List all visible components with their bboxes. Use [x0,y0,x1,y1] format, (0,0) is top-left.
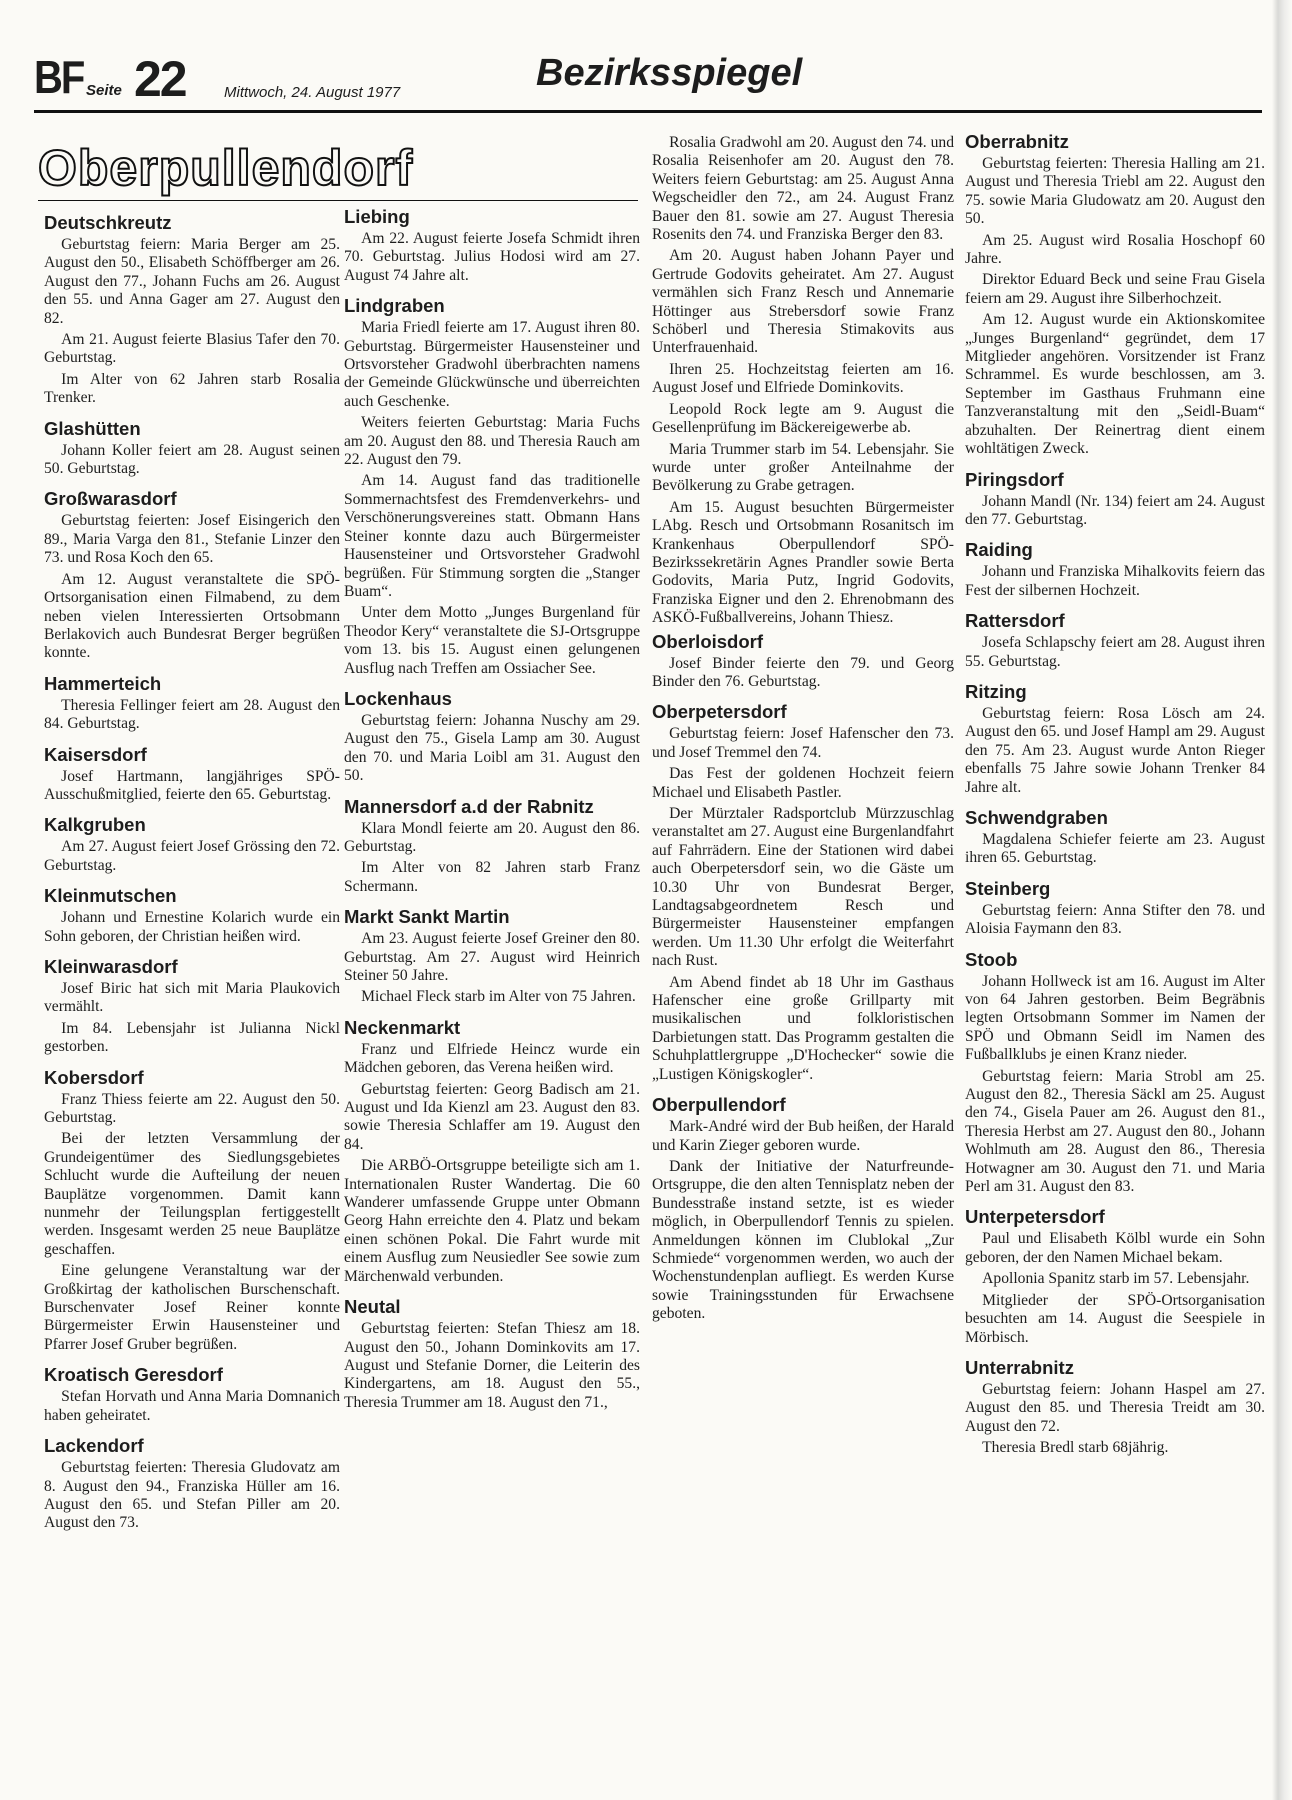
section-title: Bezirksspiegel [536,52,803,94]
article-paragraph: Geburtstag feierten: Georg Badisch am 21. August und Ida Kienzl am 23. August den 83. sowie Theresia Schlaffer am 19. August den 84. [344,1080,640,1153]
article-paragraph: Franz Thiess feierte am 22. August den 50. Geburtstag. [44,1090,340,1126]
article-paragraph: Geburtstag feiern: Johanna Nuschy am 29. August den 75., Gisela Lamp am 30. August den 70. und Maria Loibl am 31. August den 50. [344,711,640,785]
article-section [344,796,640,897]
article-paragraph: Geburtstag feiern: Johann Haspel am 27. August den 85. und Theresia Treidt am 30. August den 72. [965,1380,1265,1435]
village-heading: Glashütten [44,417,141,439]
village-heading: Oberloisdorf [652,630,764,652]
article-paragraph: Theresia Fellinger feiert am 28. August den 84. Geburtstag. [44,696,340,733]
village-heading: Deutschkreutz [44,212,172,233]
article-paragraph: Johann Hollweck ist am 16. August im Alter von 64 Jahren gestorben. Beim Begräbnis legten Ortsobmann Sommer im Namen der SPÖ und Obmann Seidl im Namen des Fußballklubs je einen Kranz nieder. [965,972,1265,1064]
village-heading: Stoob [965,948,1018,970]
issue-date: Mittwoch, 24. August 1977 [224,84,401,101]
village-heading: Oberpetersdorf [652,701,787,723]
article-paragraph: Johann Koller feiert am 28. August seinen 50. Geburtstag. [44,441,340,478]
article-section [652,701,954,1084]
article-paragraph: Geburtstag feierten: Stefan Thiesz am 18. August den 50., Johann Dominkovits am 17. August und Stefanie Dorner, die Leiterin des Kindergartens, am 18. August den 55., Theresia Trummer am 18. August den 71., [344,1320,640,1411]
article-paragraph: Josef Biric hat sich mit Maria Plaukovich vermählt. [44,979,340,1016]
article-section [652,1094,954,1323]
article-paragraph: Johann Mandl (Nr. 134) feiert am 24. August den 77. Geburtstag. [965,492,1265,528]
article-paragraph: Michael Fleck starb im Alter von 75 Jahren. [361,988,636,1006]
article-paragraph: Josefa Schlapschy feiert am 28. August ihren 55. Geburtstag. [965,634,1265,670]
village-heading: Liebing [344,206,410,227]
article-section [44,885,340,946]
article-paragraph: Geburtstag feiern: Josef Hafenscher den 73. und Josef Tremmel den 74. [652,725,954,761]
village-heading: Lindgraben [344,295,445,317]
article-paragraph: Geburtstag feiern: Anna Stifter den 78. und Aloisia Faymann den 83. [965,901,1265,938]
page-edge-shadow [1272,0,1292,1800]
article-paragraph: Geburtstag feierten: Theresia Gludovatz am 8. August den 94., Franziska Hüller am 16. August den 65. und Stefan Piller am 20. August den 73. [44,1459,340,1532]
article-paragraph: Ihren 25. Hochzeitstag feierten am 16. August Josef und Elfriede Dominkovits. [652,360,954,397]
village-heading: Steinberg [965,877,1051,899]
article-paragraph: Am 12. August wurde ein Aktionskomitee „Junges Burgenland“ gegründet, dem 17 Mitglieder angehören. Vorsitzender ist Franz Schrammel. Es wurde beschlossen, am 3. September im Gasthaus Fruhmann eine Tanzveranstaltung mit den „Seidl-Buam“ abzuhalten. Der Reinertrag dient einem wohltätigen Zweck. [965,311,1265,458]
village-heading: Schwendgraben [965,806,1108,828]
article-paragraph: Geburtstag feiern: Rosa Lösch am 24. August den 65. und Josef Hampl am 29. August den 75. Am 23. August wurde Anton Rieger ebenfalls 75 Jahre sowie Johann Trenker 84 Jahre alt. [965,704,1265,796]
village-heading: Kaisersdorf [44,743,147,765]
article-paragraph: Stefan Horvath und Anna Maria Domnanich haben geheiratet. [44,1388,340,1424]
article-section [44,1435,340,1533]
article-paragraph: Geburtstag feierten: Theresia Halling am 21. August und Theresia Triebl am 22. August den 75. sowie Maria Gludowatz am 20. August den 50. [965,155,1265,228]
district-title-block [38,140,638,201]
village-heading: Lockenhaus [344,687,452,709]
article-paragraph: Geburtstag feiern: Maria Strobl am 25. August den 82., Theresia Säckl am 25. August den 74., Gisela Pauer am 26. August den 81., Theresia Herbst am 27. August den 80., Johann Wohlmuth am 28. August den 86., Theresia Hotwagner am 30. August den 71. und Maria Perl am 31. August den 83. [965,1067,1265,1196]
article-paragraph: Im Alter von 82 Jahren starb Franz Schermann. [344,859,640,895]
article-section [44,1364,340,1425]
article-paragraph: Klara Mondl feierte am 20. August den 86. Geburtstag. [344,819,640,855]
village-heading: Kroatisch Geresdorf [44,1364,223,1386]
article-paragraph: Am Abend findet ab 18 Uhr im Gasthaus Hafenscher eine große Grillparty mit musikalischen und folkloristischen Darbietungen statt. Das Programm gestalten die Schuhplattlergruppe „D'Hochecker“ sowie die „Lustigen Königskogler“. [652,973,954,1083]
page-label: Seite [86,82,122,99]
article-section [344,906,640,1007]
article-section [965,539,1265,600]
article-paragraph: Rosalia Gradwohl am 20. August den 74. und Rosalia Reisenhofer am 20. August den 78. Weiters feiern Geburtstag: am 25. August Anna Wegscheidler den 72., am 24. August Franz Bauer den 81. sowie am 27. August Theresia Rosenits den 74. und Franziska Berger den 83. [652,134,954,244]
village-heading: Kleinmutschen [44,885,177,907]
village-heading: Rattersdorf [965,610,1065,632]
article-section [44,814,340,875]
page-number: 22 [134,51,186,107]
column-3 [652,134,954,1327]
village-heading: Markt Sankt Martin [344,906,510,928]
article-section [965,807,1265,868]
article-paragraph: Am 22. August feierte Josefa Schmidt ihren 70. Geburtstag. Julius Hodosi wird am 27. August 74 Jahre alt. [344,230,640,284]
article-paragraph: Maria Trummer starb im 54. Lebensjahr. Sie wurde unter großer Anteilnahme der Bevölkerung zu Grabe getragen. [652,440,954,495]
article-section [44,212,340,408]
article-section [965,949,1265,1197]
article-paragraph: Theresia Bredl starb 68jährig. [982,1439,1169,1457]
masthead [34,48,1262,113]
article-paragraph: Geburtstag feiern: Maria Berger am 25. August den 50., Elisabeth Schöffberger am 26. August den 77., Johann Fuchs am 26. August den 55. und Anna Gager am 27. August den 82. [44,236,340,327]
article-paragraph: Geburtstag feierten: Josef Eisingerich den 89., Maria Varga den 81., Stefanie Linzer den 73. und Rosa Koch den 65. [44,512,340,567]
village-heading: Raiding [965,539,1033,561]
village-heading: Kleinwarasdorf [44,955,178,977]
article-paragraph: Am 21. August feierte Blasius Tafer den 70. Geburtstag. [44,331,340,367]
article-paragraph: Mark-André wird der Bub heißen, der Harald und Karin Zieger geboren wurde. [652,1118,954,1154]
village-heading: Unterrabnitz [965,1356,1074,1378]
article-section [965,131,1265,459]
article-section [344,688,640,786]
article-paragraph: Leopold Rock legte am 9. August die Gesellenprüfung im Bäckereigewerbe ab. [652,400,954,437]
article-paragraph: Das Fest der goldenen Hochzeit feiern Michael und Elisabeth Pastler. [652,765,954,801]
village-heading: Neutal [344,1296,401,1318]
column-1 [44,212,340,1536]
article-section [44,418,340,479]
village-heading: Hammerteich [44,672,162,694]
article-paragraph: Am 14. August fand das traditionelle Sommernachtsfest des Fremdenverkehrs- und Verschönerungsvereines statt. Obmann Hans Steiner konnte dazu auch Bürgermeister Hausensteiner und Ortsvorsteher Gradwohl begrüßen. Für Stimmung sorgten die „Stanger Buam“. [344,472,640,600]
village-heading: Piringsdorf [965,468,1064,490]
article-paragraph: Maria Friedl feierte am 17. August ihren 80. Geburtstag. Bürgermeister Hausensteiner und Ortsvorsteher Gradwohl überbrachten namens der Gemeinde Glückwünsche und überreichten auch Geschenke. [344,319,640,410]
article-section [344,206,640,285]
article-paragraph: Eine gelungene Veranstaltung war der Großkirtag der katholischen Burschenschaft. Burschenvater Josef Reiner konnte Bürgermeister Erwin Hausensteiner und Pfarrer Josef Gruber begrüßen. [44,1262,340,1353]
article-section [344,1017,640,1286]
village-heading: Mannersdorf a.d der Rabnitz [344,795,594,817]
article-section [965,1206,1265,1346]
article-paragraph: Der Mürztaler Radsportclub Mürzzuschlag veranstaltet am 27. August eine Burgenlandfahrt auf Fahrrädern. Eine der Stationen wird dabei auch Oberpetersdorf sein, wo die Gäste um 10.30 Uhr von Bundesrat Berger, Landtagsabgeordnetem Resch und Bürgermeister Hausensteiner empfangen werden. Um 11.30 Uhr erfolgt die Weiterfahrt nach Rust. [652,805,954,970]
village-heading: Kalkgruben [44,814,146,836]
article-section [344,1296,640,1412]
article-paragraph: Im Alter von 62 Jahren starb Rosalia Trenker. [44,370,340,407]
article-paragraph: Apollonia Spanitz starb im 57. Lebensjahr. [982,1270,1250,1288]
article-section [965,878,1265,939]
article-paragraph: Paul und Elisabeth Kölbl wurde ein Sohn geboren, der den Namen Michael bekam. [965,1230,1265,1266]
village-heading: Kobersdorf [44,1066,144,1088]
article-paragraph: Am 20. August haben Johann Payer und Gertrude Godovits geheiratet. Am 27. August vermählen sich Franz Resch und Annemarie Höttinger aus Strebersdorf sowie Franz Schöberl und Theresia Stimakovits aus Unterfrauenhaid. [652,247,954,357]
article-section [965,610,1265,671]
article-paragraph: Johann und Franziska Mihalkovits feiern das Fest der silbernen Hochzeit. [965,563,1265,599]
village-heading: Großwarasdorf [44,488,177,510]
article-paragraph: Josef Binder feierte den 79. und Georg Binder den 76. Geburtstag. [652,654,954,690]
village-heading: Oberpullendorf [652,1094,786,1116]
article-paragraph: Franz und Elfriede Heincz wurde ein Mädchen geboren, das Verena heißen wird. [344,1040,640,1077]
article-section [965,1357,1265,1458]
article-paragraph: Die ARBÖ-Ortsgruppe beteiligte sich am 1. Internationalen Ruster Wandertag. Die 60 Wanderer umfassende Gruppe unter Obmann Georg Hahn erreichte den 4. Platz und bekam einen schönen Pokal. Die Fahrt wurde mit einem Ausflug zum Neusiedler See sowie zum Märchenwald verbunden. [344,1157,640,1285]
district-title: Oberpullendorf [38,140,414,196]
column-4 [965,131,1265,1461]
article-paragraph: Am 15. August besuchten Bürgermeister LAbg. Resch und Ortsobmann Rosanitsch im Krankenhaus Oberpullendorf SPÖ-Bezirkssekretärin Agnes Prandler sowie Berta Godovits, Maria Putz, Ingrid Godovits, Franziska Eigner und den 2. Ehrenobmann des ASKÖ-Fußballvereins, Johann Thiesz. [652,498,954,627]
article-paragraph: Mitglieder der SPÖ-Ortsorganisation besuchten am 14. August die Seespiele in Mörbisch. [965,1291,1265,1346]
village-heading: Neckenmarkt [344,1016,461,1038]
article-paragraph: Magdalena Schiefer feierte am 23. August ihren 65. Geburtstag. [965,830,1265,867]
article-section [44,488,340,662]
article-paragraph: Weiters feierten Geburtstag: Maria Fuchs am 20. August den 88. und Theresia Rauch am 22. August den 79. [344,414,640,469]
column-2 [344,206,640,1415]
village-heading: Unterpetersdorf [965,1206,1105,1228]
article-paragraph: Im 84. Lebensjahr ist Julianna Nickl gestorben. [44,1019,340,1056]
article-paragraph: Johann und Ernestine Kolarich wurde ein Sohn geboren, der Christian heißen wird. [44,909,340,945]
village-heading: Lackendorf [44,1435,144,1457]
article-section [44,956,340,1057]
continued-article [652,134,954,628]
village-heading: Oberrabnitz [965,131,1069,152]
newspaper-logo: BF [34,52,84,104]
article-paragraph: Unter dem Motto „Junges Burgenland für Theodor Kery“ veranstaltete die SJ-Ortsgruppe vom 13. bis 15. August einen gelungenen Ausflug nach Treffen am Ossiacher See. [344,604,640,677]
article-section [652,631,954,692]
article-section [44,673,340,734]
village-heading: Ritzing [965,680,1027,702]
article-section [965,469,1265,530]
article-section [44,744,340,805]
article-paragraph: Bei der letzten Versammlung der Grundeigentümer des Siedlungsgebietes Schlucht wurde die Aufteilung der neuen Bauplätze vorgenommen. Damit kann nunmehr der Teilungsplan fertiggestellt werden. Insgesamt werden 25 neue Bauplätze geschaffen. [44,1130,340,1258]
article-paragraph: Am 12. August veranstaltete die SPÖ-Ortsorganisation einen Filmabend, zu dem neben vielen Interessierten Ortsobmann Berlakovich auch Bundesrat Berger begrüßen konnte. [44,570,340,662]
article-paragraph: Am 25. August wird Rosalia Hoschopf 60 Jahre. [965,231,1265,268]
article-paragraph: Am 27. August feiert Josef Grössing den 72. Geburtstag. [44,838,340,874]
article-section [344,295,640,678]
article-section [965,681,1265,797]
article-paragraph: Josef Hartmann, langjähriges SPÖ-Ausschußmitglied, feierte den 65. Geburtstag. [44,767,340,803]
article-paragraph: Direktor Eduard Beck und seine Frau Gisela feiern am 29. August ihre Silberhochzeit. [965,271,1265,307]
article-section [44,1067,340,1355]
article-paragraph: Dank der Initiative der Naturfreunde-Ortsgruppe, die den alten Tennisplatz neben der Bundesstraße instand setzte, ist es wieder möglich, in Oberpullendorf Tennis zu spielen. Anmeldungen können im Clublokal „Zur Schmiede“ vorgenommen werden, wo auch der Wochenstundenplan aufliegt. Es werden Kurse sowie Trainingsstunden für Erwachsene geboten. [652,1157,954,1323]
article-paragraph: Am 23. August feierte Josef Greiner den 80. Geburtstag. Am 27. August wird Heinrich Steiner 50 Jahre. [344,930,640,984]
